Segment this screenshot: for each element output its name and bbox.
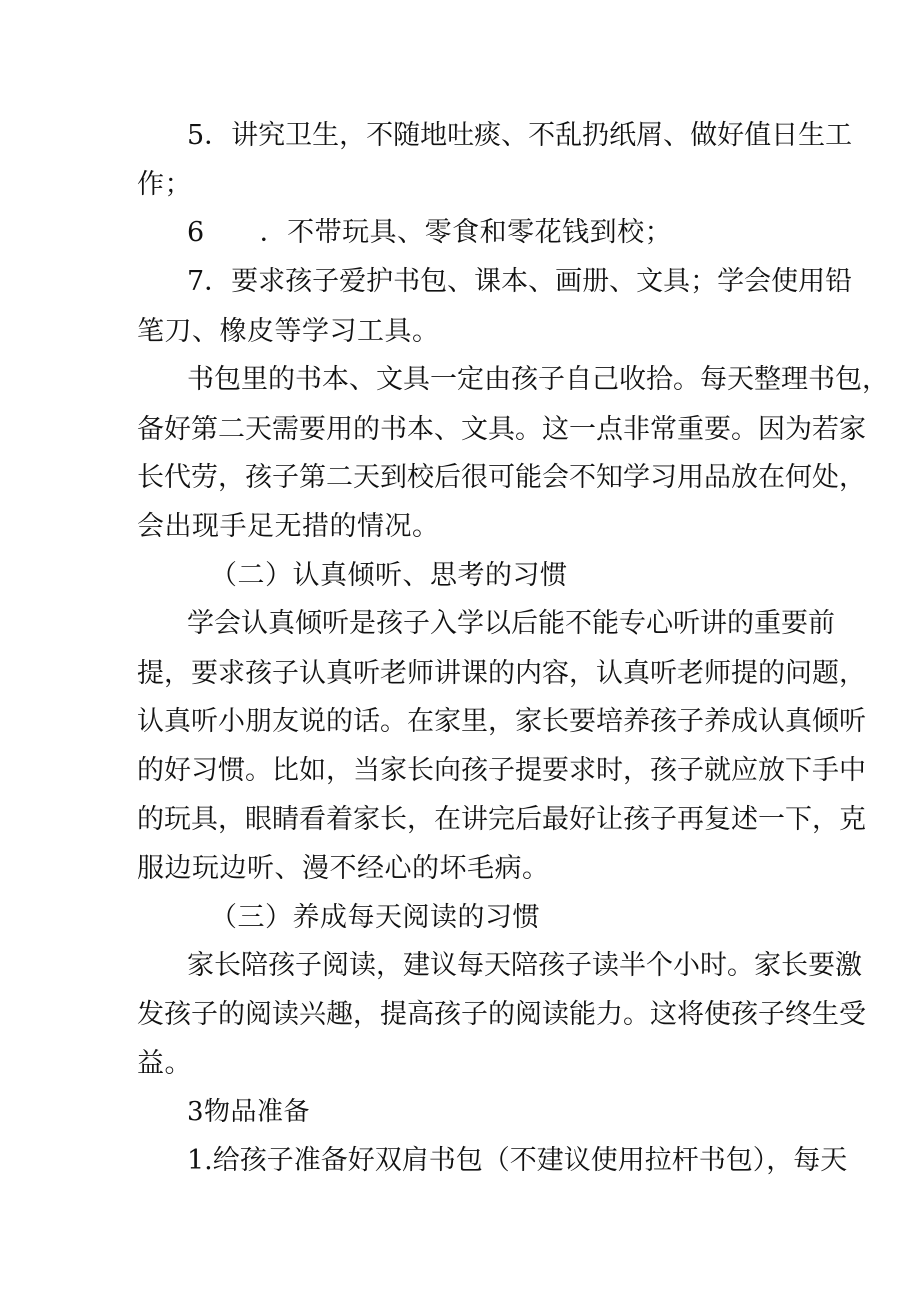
paragraph-listening-line-4: 的好习惯。比如，当家长向孩子提要求时，孩子就应放下手中 — [137, 755, 866, 786]
paragraph-schoolbag-line-2: 备好第二天需要用的书本、文具。这一点非常重要。因为若家 — [137, 414, 866, 445]
paragraph-reading-line-2: 发孩子的阅读兴趣，提高孩子的阅读能力。这将使孩子终生受 — [137, 999, 866, 1030]
paragraph-reading-line-1: 家长陪孩子阅读，建议每天陪孩子读半个小时。家长要激 — [187, 950, 862, 981]
list-item-5-line-1: 5．讲究卫生，不随地吐痰、不乱扔纸屑、做好值日生工 — [187, 120, 853, 151]
paragraph-listening-line-1: 学会认真倾听是孩子入学以后能不能专心听讲的重要前 — [187, 608, 835, 639]
list-item-5-line-2: 作； — [137, 169, 192, 200]
paragraph-schoolbag-line-4: 会出现手足无措的情况。 — [137, 511, 440, 542]
supplies-item-1: 1.给孩子准备好双肩书包（不建议使用拉杆书包），每天 — [187, 1145, 848, 1176]
list-item-7-line-2: 笔刀、橡皮等学习工具。 — [137, 316, 440, 347]
paragraph-listening-line-3: 认真听小朋友说的话。在家里，家长要培养孩子养成认真倾听 — [137, 706, 866, 737]
paragraph-listening-line-5: 的玩具，眼睛看着家长，在讲完后最好让孩子再复述一下，克 — [137, 804, 866, 835]
paragraph-listening-line-6: 服边玩边听、漫不经心的坏毛病。 — [137, 853, 550, 884]
section-heading-supplies: 3物品准备 — [187, 1097, 311, 1127]
paragraph-schoolbag-line-3: 长代劳，孩子第二天到校后很可能会不知学习用品放在何处， — [137, 462, 866, 493]
section-heading-reading: （三）养成每天阅读的习惯 — [210, 902, 540, 933]
paragraph-listening-line-2: 提，要求孩子认真听老师讲课的内容，认真听老师提的问题， — [137, 658, 866, 689]
section-heading-listening: （二）认真倾听、思考的习惯 — [210, 560, 568, 591]
list-item-7-line-1: 7．要求孩子爱护书包、课本、画册、文具；学会使用铅 — [187, 266, 853, 297]
paragraph-reading-line-3: 益。 — [137, 1048, 192, 1079]
list-item-6: 6 ．不带玩具、零食和零花钱到校； — [187, 217, 673, 248]
paragraph-schoolbag-line-1: 书包里的书本、文具一定由孩子自己收拾。每天整理书包， — [187, 364, 889, 395]
